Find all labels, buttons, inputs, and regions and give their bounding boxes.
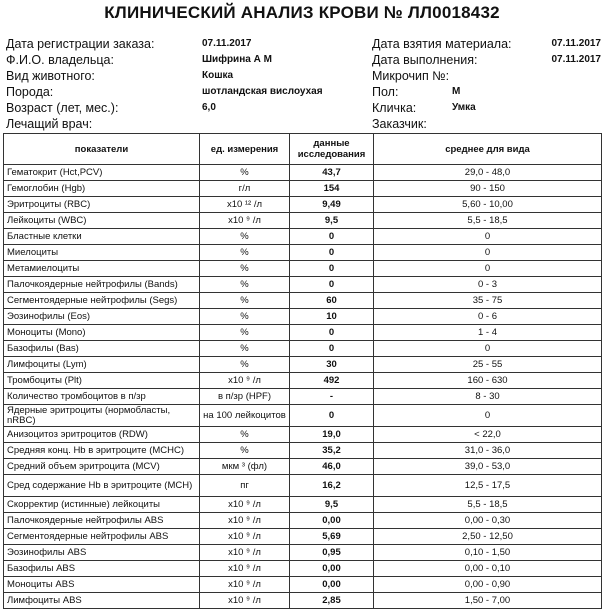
header-reference: среднее для вида [374, 134, 602, 165]
result-value: 9,49 [290, 197, 374, 213]
result-value: 0,00 [290, 561, 374, 577]
reference-range: 1,50 - 7,00 [374, 593, 602, 609]
unit-cell: x10 ⁹ /л [200, 373, 290, 389]
left-meta-label: Лечащий врач: [6, 117, 93, 131]
unit-cell: % [200, 277, 290, 293]
unit-cell: x10 ⁹ /л [200, 577, 290, 593]
table-row [4, 577, 602, 593]
left-meta-label: Возраст (лет, мес.): [6, 101, 119, 115]
result-value: 492 [290, 373, 374, 389]
unit-cell: x10 ⁹ /л [200, 497, 290, 513]
unit-cell: % [200, 427, 290, 443]
table-row [4, 357, 602, 373]
parameter-name: Количество тромбоцитов в п/зр [4, 389, 200, 405]
header-parameter: показатели [4, 134, 200, 165]
result-value: 30 [290, 357, 374, 373]
unit-cell: x10 ⁹ /л [200, 545, 290, 561]
right-meta-label: Заказчик: [372, 117, 427, 131]
reference-range: 2,50 - 12,50 [374, 529, 602, 545]
left-meta-value: 07.11.2017 [202, 38, 252, 49]
unit-cell: % [200, 245, 290, 261]
parameter-name: Эритроциты (RBC) [4, 197, 200, 213]
table-row [4, 213, 602, 229]
parameter-name: Сегментоядерные нейтрофилы (Segs) [4, 293, 200, 309]
parameter-name: Базофилы (Bas) [4, 341, 200, 357]
unit-cell: % [200, 293, 290, 309]
result-value: 0,00 [290, 577, 374, 593]
reference-range: 39,0 - 53,0 [374, 459, 602, 475]
unit-cell: x10 ⁹ /л [200, 213, 290, 229]
left-meta-value: Кошка [202, 70, 234, 81]
result-value: 0 [290, 261, 374, 277]
table-row [4, 197, 602, 213]
table-row [4, 325, 602, 341]
unit-cell: x10 ¹² /л [200, 197, 290, 213]
left-meta-label: Ф.И.О. владельца: [6, 53, 114, 67]
left-meta-value: шотландская вислоухая [202, 86, 323, 97]
table-row [4, 389, 602, 405]
unit-cell: x10 ⁹ /л [200, 561, 290, 577]
reference-range: 8 - 30 [374, 389, 602, 405]
right-meta-label: Дата выполнения: [372, 53, 478, 67]
unit-cell: г/л [200, 181, 290, 197]
reference-range: 90 - 150 [374, 181, 602, 197]
reference-range: 1 - 4 [374, 325, 602, 341]
parameter-name: Моноциты ABS [4, 577, 200, 593]
unit-cell: % [200, 261, 290, 277]
right-meta-label: Микрочип №: [372, 69, 450, 83]
table-row [4, 427, 602, 443]
right-meta-label: Кличка: [372, 101, 417, 115]
parameter-name: Средняя конц. Hb в эритроците (MCHC) [4, 443, 200, 459]
unit-cell: x10 ⁹ /л [200, 513, 290, 529]
result-value: 43,7 [290, 165, 374, 181]
reference-range: 0,10 - 1,50 [374, 545, 602, 561]
unit-cell: мкм ³ (фл) [200, 459, 290, 475]
unit-cell: % [200, 165, 290, 181]
unit-cell: на 100 лейкоцитов [200, 405, 290, 427]
parameter-name: Ядерные эритроциты (нормобласты, nRBC) [4, 405, 200, 427]
result-value: 9,5 [290, 213, 374, 229]
parameter-name: Метамиелоциты [4, 261, 200, 277]
table-row [4, 513, 602, 529]
reference-range: 0 [374, 405, 602, 427]
reference-range: 160 - 630 [374, 373, 602, 389]
table-row [4, 545, 602, 561]
table-row [4, 181, 602, 197]
unit-cell: % [200, 325, 290, 341]
reference-range: < 22,0 [374, 427, 602, 443]
left-meta-label: Порода: [6, 85, 54, 99]
parameter-name: Анизоцитоз эритроцитов (RDW) [4, 427, 200, 443]
results-table [3, 133, 602, 609]
left-meta-label: Дата регистрации заказа: [6, 37, 155, 51]
parameter-name: Тромбоциты (Plt) [4, 373, 200, 389]
result-value: 10 [290, 309, 374, 325]
table-row [4, 497, 602, 513]
result-value: 35,2 [290, 443, 374, 459]
reference-range: 5,5 - 18,5 [374, 213, 602, 229]
parameter-name: Эозинофилы (Eos) [4, 309, 200, 325]
result-value: 0 [290, 325, 374, 341]
table-row [4, 277, 602, 293]
table-row [4, 229, 602, 245]
left-meta-value: Шифрина А М [202, 54, 272, 65]
table-row [4, 165, 602, 181]
unit-cell: % [200, 443, 290, 459]
parameter-name: Средний объем эритроцита (MCV) [4, 459, 200, 475]
table-row [4, 459, 602, 475]
result-value: 19,0 [290, 427, 374, 443]
result-value: - [290, 389, 374, 405]
reference-range: 12,5 - 17,5 [374, 475, 602, 497]
result-value: 5,69 [290, 529, 374, 545]
parameter-name: Базофилы ABS [4, 561, 200, 577]
parameter-name: Миелоциты [4, 245, 200, 261]
left-meta-value: 6,0 [202, 102, 216, 113]
parameter-name: Лимфоциты (Lym) [4, 357, 200, 373]
table-row [4, 561, 602, 577]
reference-range: 0 - 3 [374, 277, 602, 293]
parameter-name: Палочкоядерные нейтрофилы (Bands) [4, 277, 200, 293]
reference-range: 0 [374, 245, 602, 261]
reference-range: 5,60 - 10,00 [374, 197, 602, 213]
right-meta-value: М [452, 86, 461, 97]
parameter-name: Сегментоядерные нейтрофилы ABS [4, 529, 200, 545]
unit-cell: x10 ⁹ /л [200, 529, 290, 545]
reference-range: 0,00 - 0,30 [374, 513, 602, 529]
unit-cell: % [200, 229, 290, 245]
result-value: 0 [290, 277, 374, 293]
result-value: 60 [290, 293, 374, 309]
table-row [4, 593, 602, 609]
reference-range: 5,5 - 18,5 [374, 497, 602, 513]
parameter-name: Скорректир (истинные) лейкоциты [4, 497, 200, 513]
result-value: 154 [290, 181, 374, 197]
table-row [4, 443, 602, 459]
parameter-name: Моноциты (Mono) [4, 325, 200, 341]
reference-range: 0,00 - 0,10 [374, 561, 602, 577]
header-result: данные исследования [290, 134, 374, 165]
table-row [4, 373, 602, 389]
table-row [4, 529, 602, 545]
right-meta-label: Пол: [372, 85, 399, 99]
unit-cell: x10 ⁹ /л [200, 593, 290, 609]
result-value: 16,2 [290, 475, 374, 497]
table-row [4, 309, 602, 325]
reference-range: 0,00 - 0,90 [374, 577, 602, 593]
reference-range: 31,0 - 36,0 [374, 443, 602, 459]
reference-range: 35 - 75 [374, 293, 602, 309]
parameter-name: Гемоглобин (Hgb) [4, 181, 200, 197]
result-value: 0 [290, 245, 374, 261]
result-value: 2,85 [290, 593, 374, 609]
document-title: КЛИНИЧЕСКИЙ АНАЛИЗ КРОВИ № ЛЛ0018432 [104, 3, 500, 22]
unit-cell: % [200, 309, 290, 325]
result-value: 0 [290, 405, 374, 427]
parameter-name: Палочкоядерные нейтрофилы ABS [4, 513, 200, 529]
right-meta-value: 07.11.2017 [551, 38, 601, 49]
left-meta-label: Вид животного: [6, 69, 95, 83]
table-row [4, 405, 602, 427]
result-value: 46,0 [290, 459, 374, 475]
reference-range: 0 [374, 341, 602, 357]
parameter-name: Лимфоциты ABS [4, 593, 200, 609]
reference-range: 0 [374, 229, 602, 245]
table-row [4, 293, 602, 309]
table-row [4, 261, 602, 277]
unit-cell: в п/зр (HPF) [200, 389, 290, 405]
unit-cell: пг [200, 475, 290, 497]
right-meta-value: 07.11.2017 [551, 54, 601, 65]
unit-cell: % [200, 357, 290, 373]
reference-range: 0 - 6 [374, 309, 602, 325]
result-value: 0,95 [290, 545, 374, 561]
result-value: 9,5 [290, 497, 374, 513]
reference-range: 0 [374, 261, 602, 277]
table-row [4, 475, 602, 497]
unit-cell: % [200, 341, 290, 357]
reference-range: 29,0 - 48,0 [374, 165, 602, 181]
reference-range: 25 - 55 [374, 357, 602, 373]
parameter-name: Сред содержание Hb в эритроците (MCH) [4, 475, 200, 497]
table-row [4, 341, 602, 357]
right-meta-value: Умка [452, 102, 476, 113]
result-value: 0 [290, 341, 374, 357]
parameter-name: Бластные клетки [4, 229, 200, 245]
right-meta-label: Дата взятия материала: [372, 37, 512, 51]
parameter-name: Гематокрит (Hct,PCV) [4, 165, 200, 181]
table-row [4, 245, 602, 261]
result-value: 0,00 [290, 513, 374, 529]
parameter-name: Лейкоциты (WBC) [4, 213, 200, 229]
parameter-name: Эозинофилы ABS [4, 545, 200, 561]
table-header-row [4, 134, 602, 165]
result-value: 0 [290, 229, 374, 245]
header-unit: ед. измерения [200, 134, 290, 165]
